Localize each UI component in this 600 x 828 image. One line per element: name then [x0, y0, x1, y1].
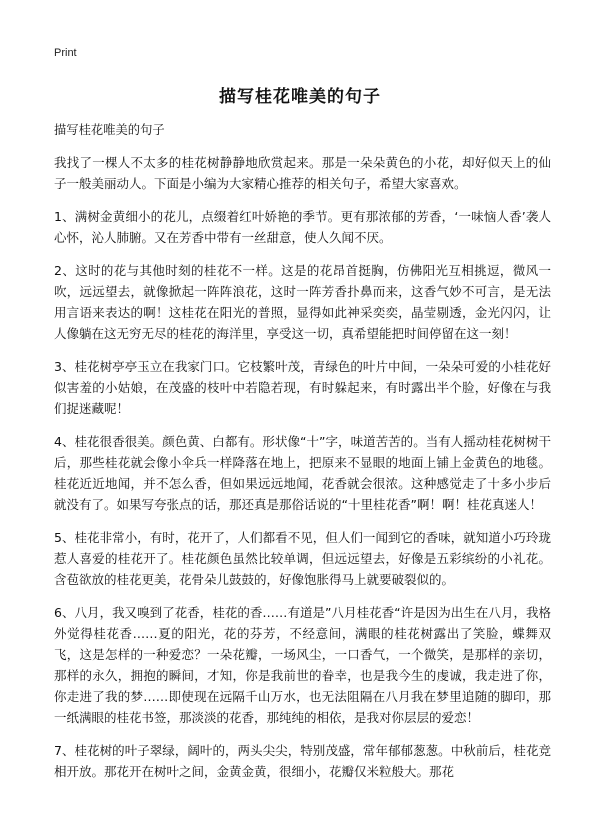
print-link[interactable]: Print — [54, 47, 77, 59]
paragraph-3: 3、桂花树亭亭玉立在我家门口。它枝繁叶茂，青绿色的叶片中间，一朵朵可爱的小桂花好似害羞的小姑娘，在茂盛的枝叶中若隐若现，有时躲起来，有时露出半个脸，好像在与我们捉迷藏呢！ — [54, 359, 551, 416]
paragraph-intro: 我找了一棵人不太多的桂花树静静地欣赏起来。那是一朵朵黄色的小花，却好似天上的仙子一般美丽动人。下面是小编为大家精心推荐的相关句子，希望大家喜欢。 — [54, 155, 551, 191]
paragraph-1: 1、满树金黄细小的花儿，点缀着红叶娇艳的季节。更有那浓郁的芳香，‘一味恼人香’袭人心怀，沁人肺腑。又在芳香中带有一丝甜意，使人久闻不厌。 — [54, 209, 551, 245]
paragraph-6: 6、八月，我又嗅到了花香，桂花的香……有道是”八月桂花香“许是因为出生在八月，我格外觉得桂花香……夏的阳光，花的芬芳，不经意间，满眼的桂花树露出了笑脸，蝶舞双飞，这是怎样的一种爱恋？一朵花瓣，一场风尘，一口香气，一个微笑，是那样的亲切，那样的永久，拥抱的瞬间，才知，你是我前世的眷幸，也是我今生的虔诚，我走进了你，你走进了我的梦……即使现在远隔千山万水，也无法阻隔在八月我在梦里追随的脚印，那一纸满眼的桂花书签，那淡淡的花香，那纯纯的相依，是我对你层层的爱恋！ — [54, 605, 551, 725]
document-subtitle: 描写桂花唯美的句子 — [54, 123, 165, 137]
document-title: 描写桂花唯美的句子 — [219, 87, 381, 107]
paragraph-4: 4、桂花很香很美。颜色黄、白都有。形状像“十”字，味道苦苦的。当有人摇动桂花树树干后，那些桂花就会像小伞兵一样降落在地上，把原来不显眼的地面上铺上金黄色的地毯。桂花近近地闻，并不怎么香，但如果远远地闻，花香就会很浓。这种感觉走了十多小步后就没有了。如果写夸张点的话，那还真是那俗话说的“十里桂花香”啊！啊！桂花真迷人！ — [54, 434, 551, 512]
document-body — [54, 120, 551, 794]
paragraph-2: 2、这时的花与其他时刻的桂花不一样。这是的花昂首挺胸，仿佛阳光互相挑逗，微风一吹，远远望去，就像掀起一阵阵浪花，这时一阵芳香扑鼻而来，这香气妙不可言，是无法用言语来表达的啊！这桂花在阳光的普照，显得如此神采奕奕，晶莹剔透，金光闪闪，让人像躺在这无穷无尽的桂花的海洋里，享受这一切，真希望能把时间停留在这一刻！ — [54, 263, 551, 341]
paragraph-7: 7、桂花树的叶子翠绿，阔叶的，两头尖尖，特别茂盛，常年郁郁葱葱。中秋前后，桂花竞相开放。那花开在树叶之间，金黄金黄，很细小，花瓣仅米粒般大。那花 — [54, 743, 551, 779]
paragraph-5: 5、桂花非常小，有时，花开了，人们都看不见，但人们一闻到它的香味，就知道小巧玲珑惹人喜爱的桂花开了。桂花颜色虽然比较单调，但远远望去，好像是五彩缤纷的小礼花。含苞欲放的桂花更美，花骨朵儿鼓鼓的，好像饱胀得马上就要破裂似的。 — [54, 530, 551, 587]
